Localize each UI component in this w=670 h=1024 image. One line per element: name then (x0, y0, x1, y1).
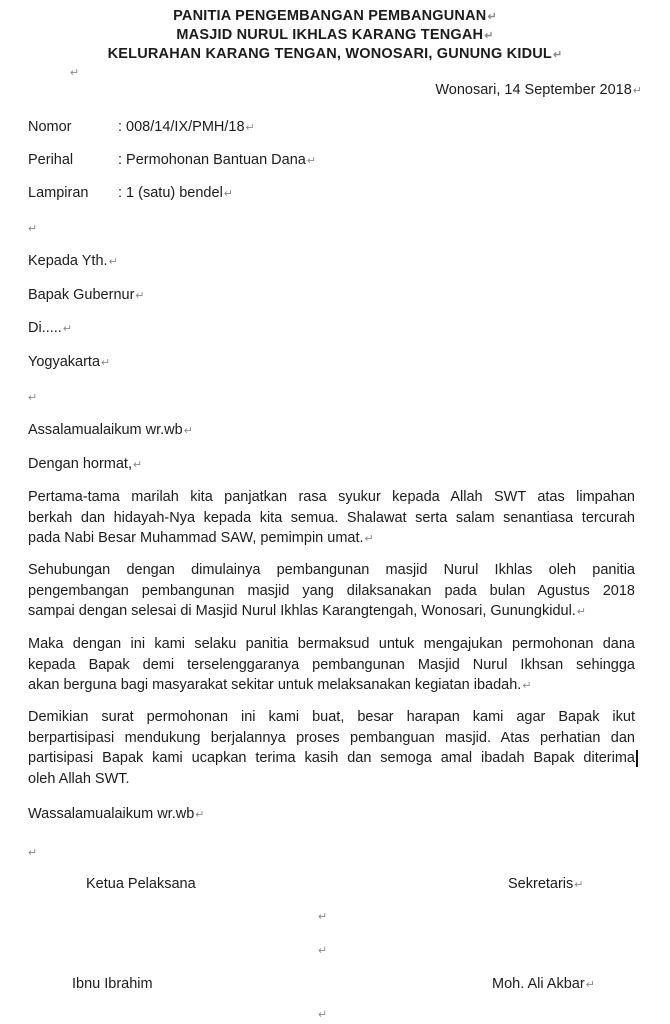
header-line-1: PANITIA PENGEMBANGAN PEMBANGUNAN↵ (173, 8, 497, 24)
paragraph-mark: ↵ (318, 945, 328, 957)
paragraph-mark: ↵ (318, 911, 328, 923)
nomor-label: Nomor (28, 119, 72, 135)
closing: Wassalamualaikum wr.wb↵ (28, 806, 205, 822)
header-line-2: MASJID NURUL IKHLAS KARANG TENGAH↵ (176, 27, 494, 43)
recipient-line-2: Bapak Gubernur↵ (28, 287, 145, 303)
paragraph-line: Sehubungan dengan dimulainya pembangunan masjid Nurul Ikhlas oleh panitia (28, 562, 635, 578)
paragraph-mark: ↵ (484, 30, 494, 42)
paragraph-line: pada Nabi Besar Muhammad SAW, pemimpin umat.↵ (28, 530, 374, 546)
body-paragraph-3 (28, 634, 635, 696)
perihal-label: Perihal (28, 152, 74, 168)
paragraph-line: kepada Bapak demi terselenggaranya pembangunan Masjid Nurul Ikhsan sehingga (28, 656, 635, 673)
nomor-value: : 008/14/IX/PMH/18↵ (118, 119, 255, 135)
lampiran-label: Lampiran (28, 185, 89, 201)
paragraph-line: oleh Allah SWT. (28, 770, 130, 787)
paragraph-mark: ↵ (70, 67, 80, 79)
paragraph-line: berpartisipasi mendukung berjalannya proses pembanguan masjid. Atas perhatian dan (28, 729, 635, 746)
greeting: Assalamualaikum wr.wb↵ (28, 422, 193, 438)
paragraph-line: berkah dan hidayah-Nya kepada kita semua. Shalawat serta salam senantiasa tercurah (28, 509, 635, 526)
header-line-3: KELURAHAN KARANG TENGAN, WONOSARI, GUNUNG KIDUL↵ (107, 46, 563, 62)
paragraph-mark: ↵ (28, 847, 38, 859)
paragraph-line: sampai dengan selesai di Masjid Nurul Ikhlas Karangtengah, Wonosari, Gunungkidul.↵ (28, 603, 587, 619)
place-date: Wonosari, 14 September 2018↵ (435, 82, 642, 98)
paragraph-mark: ↵ (552, 49, 563, 61)
paragraph-line: Pertama-tama marilah kita panjatkan rasa syukur kepada Allah SWT atas limpahan (28, 489, 635, 505)
body-paragraph-4 (28, 707, 635, 789)
paragraph-line: akan berguna bagi masyarakat sekitar untuk melaksanakan kegiatan ibadah.↵ (28, 677, 532, 693)
paragraph-mark: ↵ (28, 223, 38, 235)
body-paragraph-1 (28, 487, 635, 549)
paragraph-mark: ↵ (487, 11, 497, 23)
recipient-line-4: Yogyakarta↵ (28, 354, 111, 370)
text-cursor (636, 750, 638, 767)
signature-left-name: Ibnu Ibrahim (72, 976, 153, 992)
paragraph-line: pengembangan pembangunan masjid yang dilaksanakan pada bulan Agustus 2018 (28, 582, 635, 599)
recipient-line-3: Di.....↵ (28, 320, 73, 336)
paragraph-line: partisipasi Bapak kami ucapkan terima kasih dan semoga amal ibadah Bapak diterima (28, 750, 635, 766)
paragraph-mark: ↵ (28, 392, 38, 404)
signature-right-name: Moh. Ali Akbar↵ (492, 976, 595, 992)
lampiran-value: : 1 (satu) bendel↵ (118, 185, 234, 201)
signature-right-title: Sekretaris↵ (508, 876, 584, 892)
signature-left-title: Ketua Pelaksana (86, 876, 196, 892)
recipient-line-1: Kepada Yth.↵ (28, 253, 118, 269)
perihal-value: : Permohonan Bantuan Dana↵ (118, 152, 317, 168)
paragraph-line: Maka dengan ini kami selaku panitia bermaksud untuk mengajukan permohonan dana (28, 636, 635, 652)
salutation: Dengan hormat,↵ (28, 456, 143, 472)
paragraph-line: Demikian surat permohonan ini kami buat, besar harapan kami agar Bapak ikut (28, 709, 635, 725)
body-paragraph-2 (28, 560, 635, 622)
paragraph-mark: ↵ (318, 1009, 328, 1021)
